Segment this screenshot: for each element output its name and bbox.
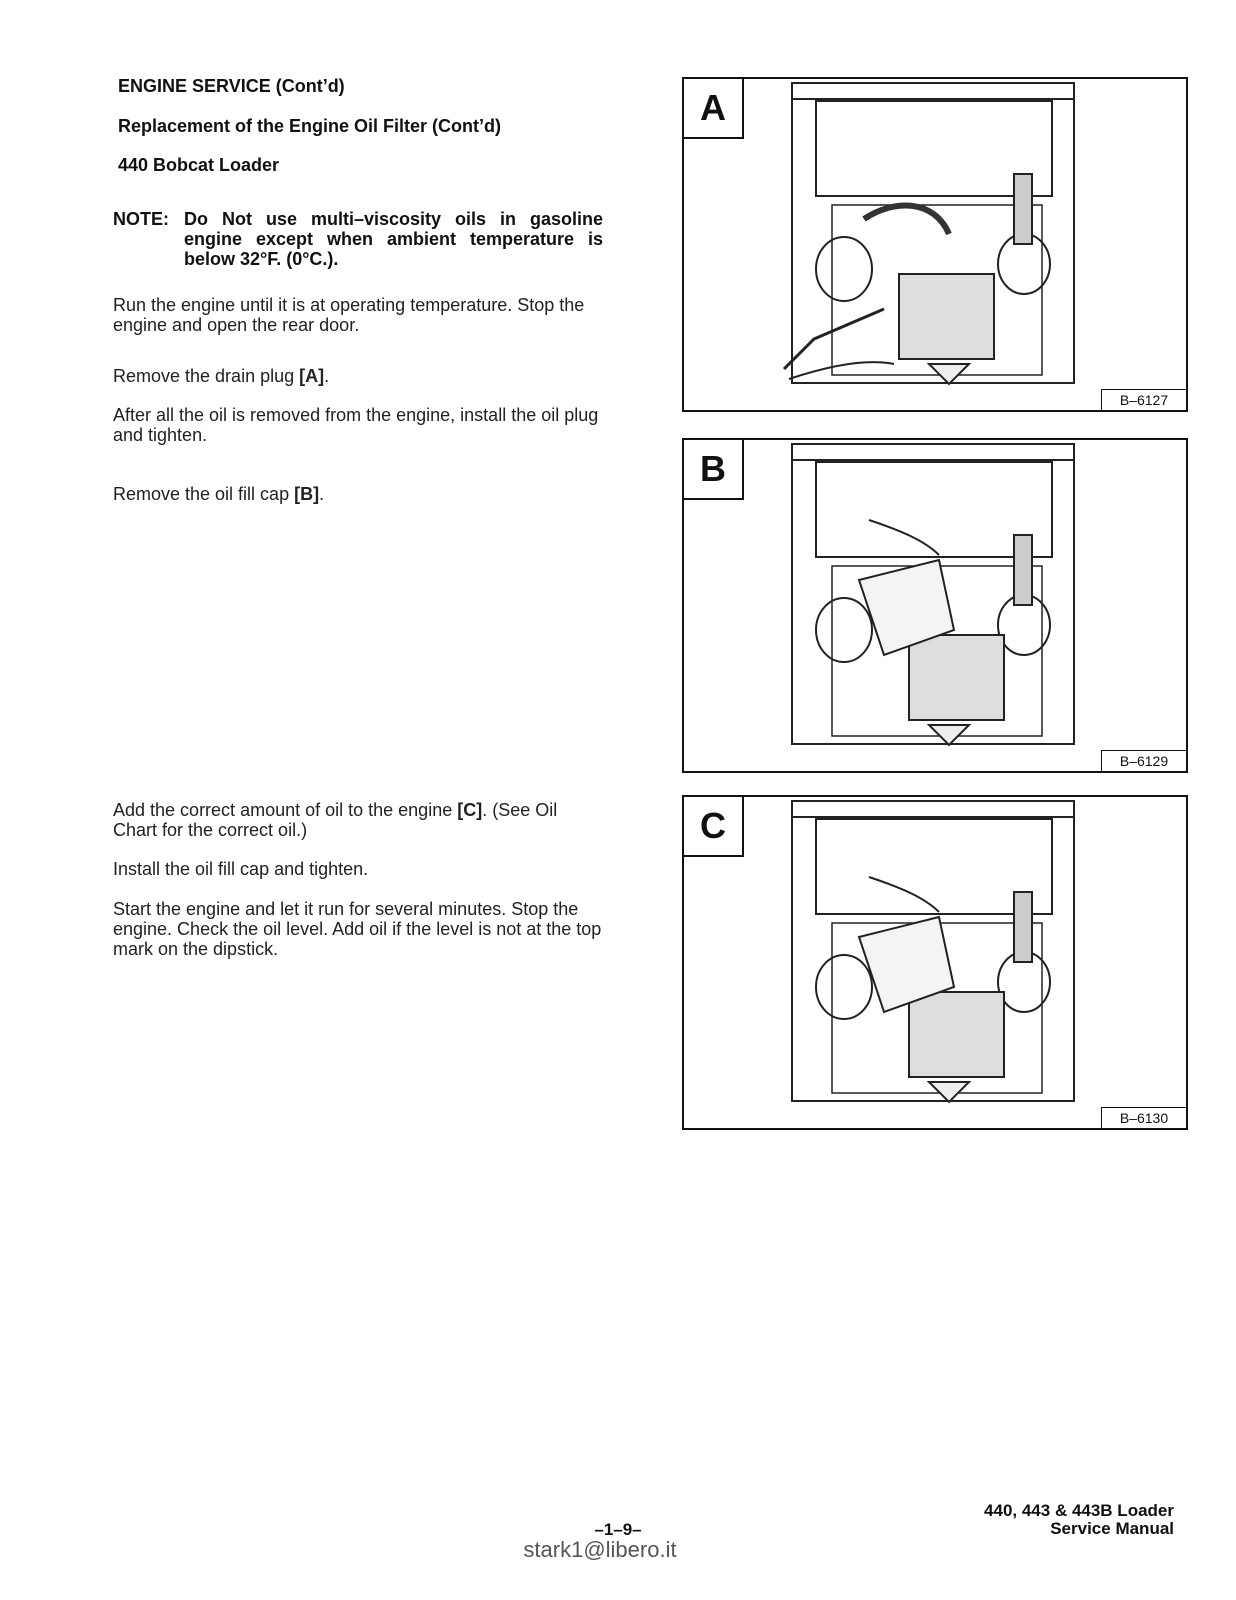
- figure-a-letter: A: [684, 79, 744, 139]
- model-heading: 440 Bobcat Loader: [118, 155, 280, 175]
- subsection-heading: Replacement of the Engine Oil Filter (Cont’d): [118, 116, 502, 136]
- page-number: –1–9–: [594, 1520, 642, 1539]
- figure-ref-c: [C]: [457, 800, 483, 820]
- figure-a: [682, 77, 1188, 412]
- watermark: stark1@libero.it: [523, 1537, 677, 1562]
- figure-c: [682, 795, 1188, 1130]
- figure-a-code: B–6127: [1101, 389, 1186, 410]
- step-install-oil-plug: After all the oil is removed from the engine, install the oil plug and tighten.: [113, 405, 599, 445]
- manual-title-line1: 440, 443 & 443B Loader: [984, 1501, 1174, 1520]
- figure-ref-b: [B]: [294, 484, 320, 504]
- figure-ref-a: [A]: [299, 366, 325, 386]
- note-label: NOTE:: [113, 209, 169, 229]
- manual-title-line2: Service Manual: [1050, 1519, 1174, 1538]
- figure-c-illustration: [684, 797, 1186, 1128]
- note-block: [113, 209, 603, 273]
- manual-title: [984, 1502, 1174, 1538]
- step-remove-fill-cap: [113, 484, 603, 504]
- step-remove-drain-plug: [113, 366, 603, 386]
- step-add-oil: [113, 800, 603, 840]
- step-text: .: [324, 366, 330, 386]
- figure-b: [682, 438, 1188, 773]
- figure-b-code: B–6129: [1101, 750, 1186, 771]
- note-text: Do Not use multi–viscosity oils in gasoline engine except when ambient temperature is below 32°F. (0°C.).: [184, 209, 603, 269]
- figure-c-code: B–6130: [1101, 1107, 1186, 1128]
- step-text: Remove the drain plug: [113, 366, 300, 386]
- figure-c-letter: C: [684, 797, 744, 857]
- step-text: Add the correct amount of oil to the engine: [113, 800, 458, 820]
- step-text: . (See Oil Chart for the correct oil.): [113, 800, 558, 840]
- figure-a-illustration: [684, 79, 1186, 410]
- figure-b-letter: B: [684, 440, 744, 500]
- step-run-engine: Run the engine until it is at operating temperature. Stop the engine and open the rear door.: [113, 295, 585, 335]
- step-text: Remove the oil fill cap: [113, 484, 295, 504]
- step-start-engine: Start the engine and let it run for several minutes. Stop the engine. Check the oil level. Add oil if the level is not at the top mark on the dipstick.: [113, 899, 602, 959]
- section-heading: ENGINE SERVICE (Cont’d): [118, 76, 345, 96]
- figure-b-illustration: [684, 440, 1186, 771]
- step-install-fill-cap: Install the oil fill cap and tighten.: [113, 859, 369, 879]
- step-text: .: [319, 484, 325, 504]
